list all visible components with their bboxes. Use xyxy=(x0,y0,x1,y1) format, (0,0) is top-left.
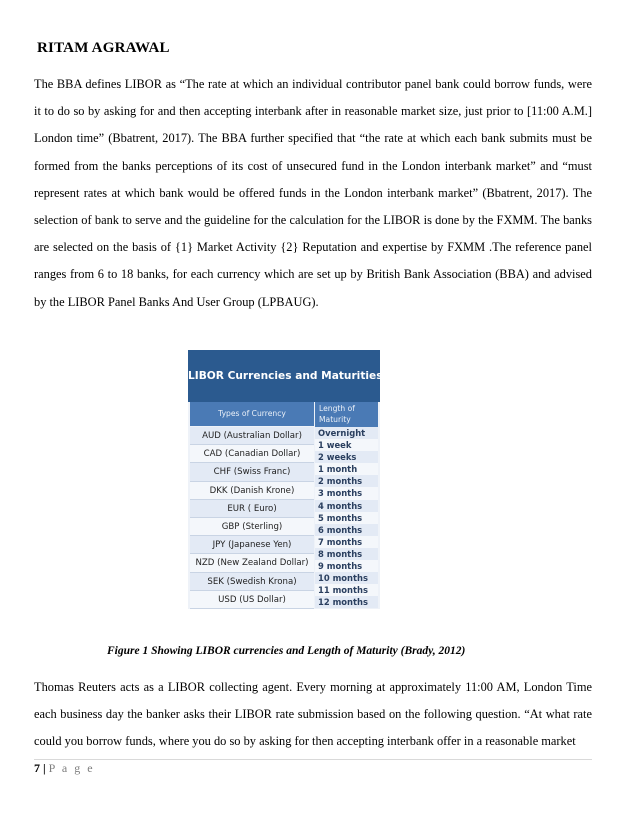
currency-item: USD (US Dollar) xyxy=(190,591,314,609)
maturity-item: 4 months xyxy=(315,500,378,512)
figure-title: LIBOR Currencies and Maturities xyxy=(188,350,380,402)
currency-item: CAD (Canadian Dollar) xyxy=(190,445,314,463)
maturity-item: 11 months xyxy=(315,584,378,596)
maturity-item: 7 months xyxy=(315,536,378,548)
currency-item: SEK (Swedish Krona) xyxy=(190,573,314,591)
currency-item: AUD (Australian Dollar) xyxy=(190,427,314,445)
currency-item: JPY (Japanese Yen) xyxy=(190,536,314,554)
page-label: P a g e xyxy=(48,761,95,775)
maturity-item: 1 month xyxy=(315,463,378,475)
maturity-list xyxy=(315,427,378,608)
currency-item: CHF (Swiss Franc) xyxy=(190,463,314,481)
figure-caption: Figure 1 Showing LIBOR currencies and Length of Maturity (Brady, 2012) xyxy=(107,645,466,657)
maturity-item: 3 months xyxy=(315,487,378,499)
maturity-header-line-2: Maturity xyxy=(319,415,351,424)
maturity-item: 2 months xyxy=(315,475,378,487)
currency-column-header: Types of Currency xyxy=(190,402,314,426)
libor-table-figure xyxy=(188,350,383,609)
currency-item: NZD (New Zealand Dollar) xyxy=(190,554,314,572)
footer-divider xyxy=(34,759,592,760)
maturity-item: 9 months xyxy=(315,560,378,572)
maturity-item: 12 months xyxy=(315,596,378,608)
page-number: 7 xyxy=(34,761,40,775)
maturity-item: 2 weeks xyxy=(315,451,378,463)
maturity-item: Overnight xyxy=(315,427,378,439)
currency-item: DKK (Danish Krone) xyxy=(190,482,314,500)
author-header: RITAM AGRAWAL xyxy=(37,40,170,56)
currency-item: GBP (Sterling) xyxy=(190,518,314,536)
footer-separator: | xyxy=(43,761,46,775)
body-paragraph-1: The BBA defines LIBOR as “The rate at which an individual contributor panel bank could borrow funds, were it to do so by asking for and then accepting interbank after in reasonable market size, just prior to [11:00 A.M.] London time” (Bbatrent, 2017). The BBA further specified that “the rate at which each bank submits must be formed from the banks perceptions of its cost of unsecured fund in the London interbank market” and “must represent rates at which bank would be offered funds in the London interbank market” (Bbatrent, 2017). The selection of bank to serve and the guideline for the calculation for the LIBOR is done by the FXMM. The banks are selected on the basis of {1} Market Activity {2} Reputation and expertise by FXMM .The reference panel ranges from 6 to 18 banks, for each currency which are set up by British Bank Association (BBA) and advised by the LIBOR Panel Banks And User Group (LPBAUG). xyxy=(34,77,592,309)
maturity-item: 1 week xyxy=(315,439,378,451)
maturity-header-line-1: Length of xyxy=(319,404,355,413)
body-paragraph-2: Thomas Reuters acts as a LIBOR collecting agent. Every morning at approximately 11:00 AM, London Time each business day the banker asks their LIBOR rate submission based on the following question. “At what rate could you borrow funds, where you do so by asking for then accepting interbank offer in a reasonable market xyxy=(34,680,592,749)
currency-item: EUR ( Euro) xyxy=(190,500,314,518)
currency-list xyxy=(190,427,314,609)
page-footer xyxy=(34,761,95,776)
maturity-item: 10 months xyxy=(315,572,378,584)
maturity-column-header xyxy=(315,402,378,427)
maturity-item: 6 months xyxy=(315,524,378,536)
maturity-item: 5 months xyxy=(315,512,378,524)
maturity-item: 8 months xyxy=(315,548,378,560)
